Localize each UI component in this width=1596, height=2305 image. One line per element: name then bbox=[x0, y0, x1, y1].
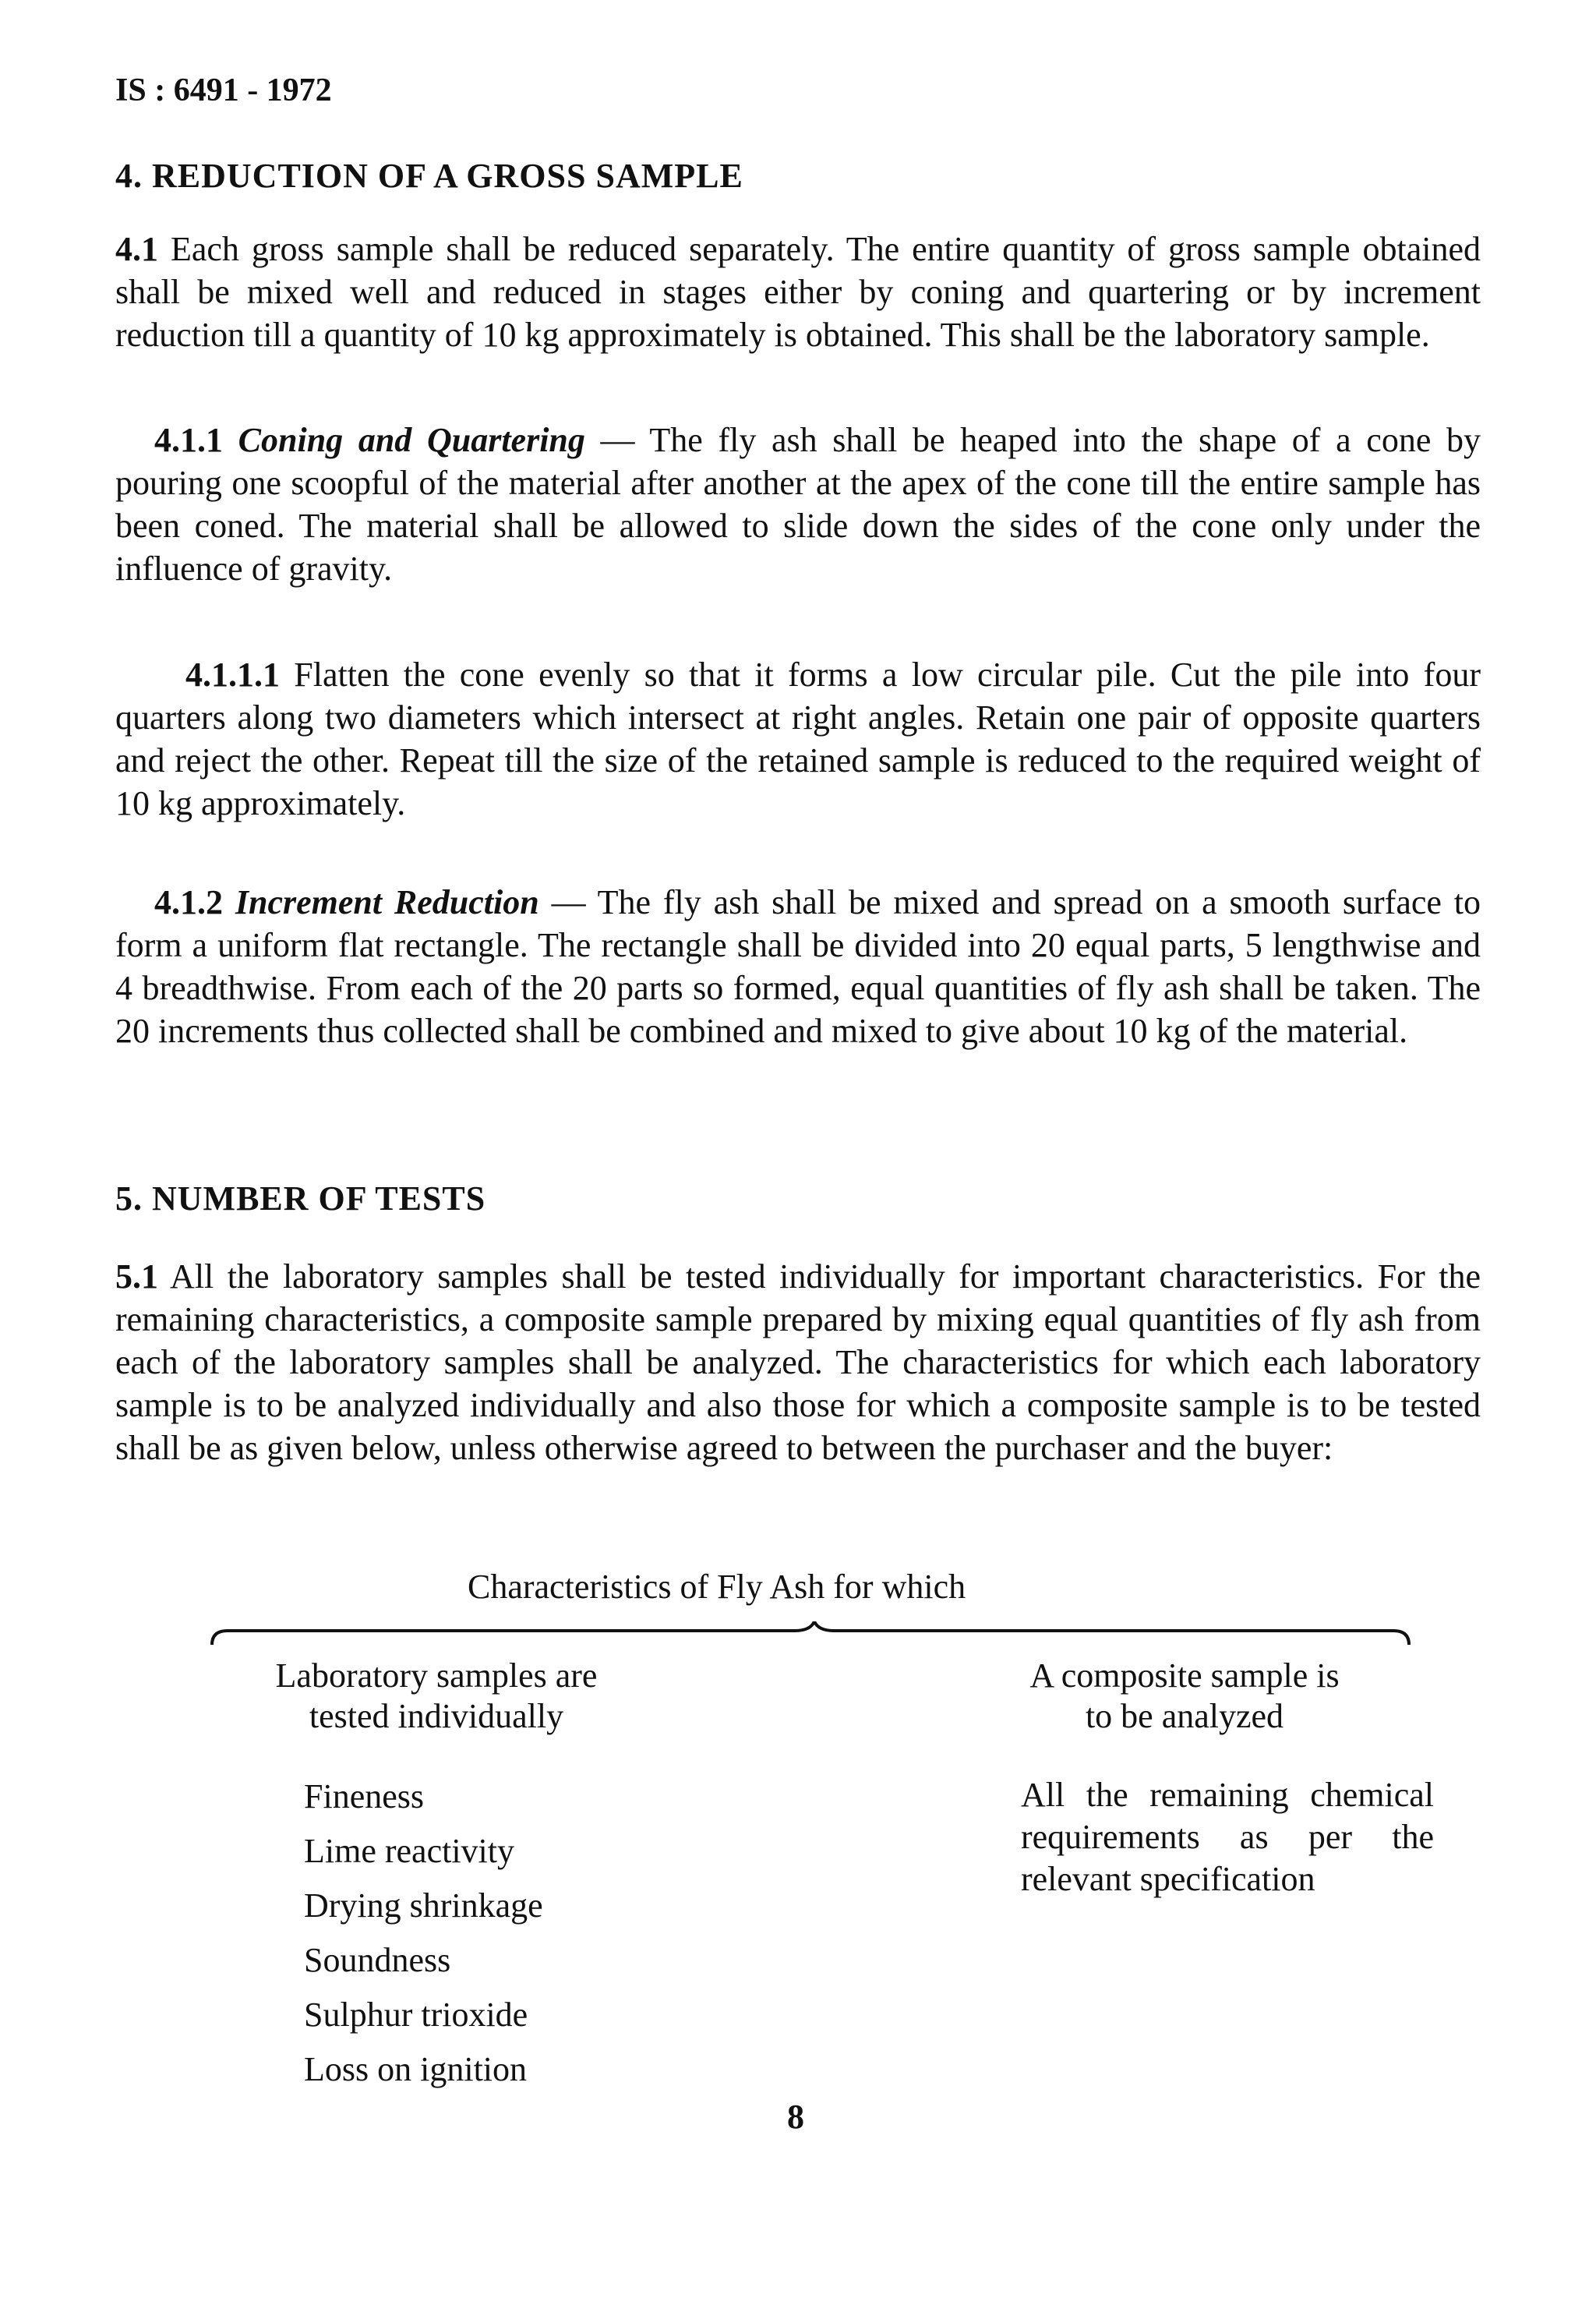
composite-sample-heading: A composite sample is to be analyzed bbox=[1029, 1656, 1340, 1735]
clause-text: Flatten the cone evenly so that it forms a low circular pile. Cut the pile into four quarters along two diameters which intersect at right angles. Retain one pair of opposite quarters and reject the other. Repeat till the size of the retained sample is reduced to the required weight of 10 kg approximately. bbox=[115, 656, 1481, 822]
paragraph-4-1-1-1 bbox=[115, 653, 1481, 825]
characteristics-caption: Characteristics of Fly Ash for which bbox=[468, 1568, 966, 1606]
list-item: Sulphur trioxide bbox=[304, 1996, 528, 2034]
list-item: Drying shrinkage bbox=[304, 1886, 543, 1925]
clause-text: — The fly ash shall be mixed and spread on a smooth surface to form a uniform flat rectangle. The rectangle shall be divided into 20 equal parts, 5 lengthwise and 4 breadthwise. From each of the 20 parts so formed, equal quantities of fly ash shall be taken. The 20 increments thus collected shall be combined and mixed to give about 10 kg of the material. bbox=[115, 883, 1481, 1050]
paragraph-4-1-1 bbox=[115, 419, 1481, 590]
clause-number: 4.1.1.1 bbox=[185, 656, 280, 694]
list-item: Soundness bbox=[304, 1941, 451, 1979]
grouping-brace bbox=[210, 1621, 1411, 1653]
clause-number: 5.1 bbox=[115, 1257, 158, 1296]
list-item: Loss on ignition bbox=[304, 2050, 528, 2088]
clause-title: Increment Reduction bbox=[235, 883, 539, 921]
list-item: Lime reactivity bbox=[304, 1832, 514, 1870]
section-5-heading: 5. NUMBER OF TESTS bbox=[115, 1179, 486, 1218]
list-item: Fineness bbox=[304, 1777, 424, 1815]
clause-text: — The fly ash shall be heaped into the shape of a cone by pouring one scoopful of the material after another at the apex of the cone till the entire sample has been coned. The material shall be allowed to slide down the sides of the cone only under the influence of gravity. bbox=[115, 421, 1481, 588]
clause-number: 4.1 bbox=[115, 230, 158, 268]
composite-tests-text: All the remaining chemical requirements as per the relevant specification bbox=[1021, 1776, 1434, 1898]
laboratory-samples-heading: Laboratory samples are tested individually bbox=[275, 1656, 598, 1735]
clause-text: Each gross sample shall be reduced separately. The entire quantity of gross sample obtained shall be mixed well and reduced in stages either by coning and quartering or by increment reduction till a quantity of 10 kg approximately is obtained. This shall be the laboratory sample. bbox=[115, 230, 1481, 354]
standard-code: IS : 6491 - 1972 bbox=[115, 72, 332, 108]
page-number: 8 bbox=[787, 2098, 804, 2136]
section-4-heading: 4. REDUCTION OF A GROSS SAMPLE bbox=[115, 157, 743, 195]
clause-text: All the laboratory samples shall be tested individually for important characteristics. For the remaining characteristics, a composite sample prepared by mixing equal quantities of fly ash from each of the laboratory samples shall be analyzed. The characteristics for which each laboratory sample is to be analyzed individually and also those for which a composite sample is to be tested shall be as given below, unless otherwise agreed to between the purchaser and the buyer: bbox=[115, 1257, 1481, 1467]
paragraph-4-1-2 bbox=[115, 881, 1481, 1052]
paragraph-5-1 bbox=[115, 1255, 1481, 1469]
paragraph-4-1 bbox=[115, 228, 1481, 356]
clause-number: 4.1.2 bbox=[154, 883, 223, 921]
individual-tests-list bbox=[304, 1769, 543, 2097]
clause-number: 4.1.1 bbox=[154, 421, 223, 459]
clause-title: Coning and Quartering bbox=[238, 421, 585, 459]
